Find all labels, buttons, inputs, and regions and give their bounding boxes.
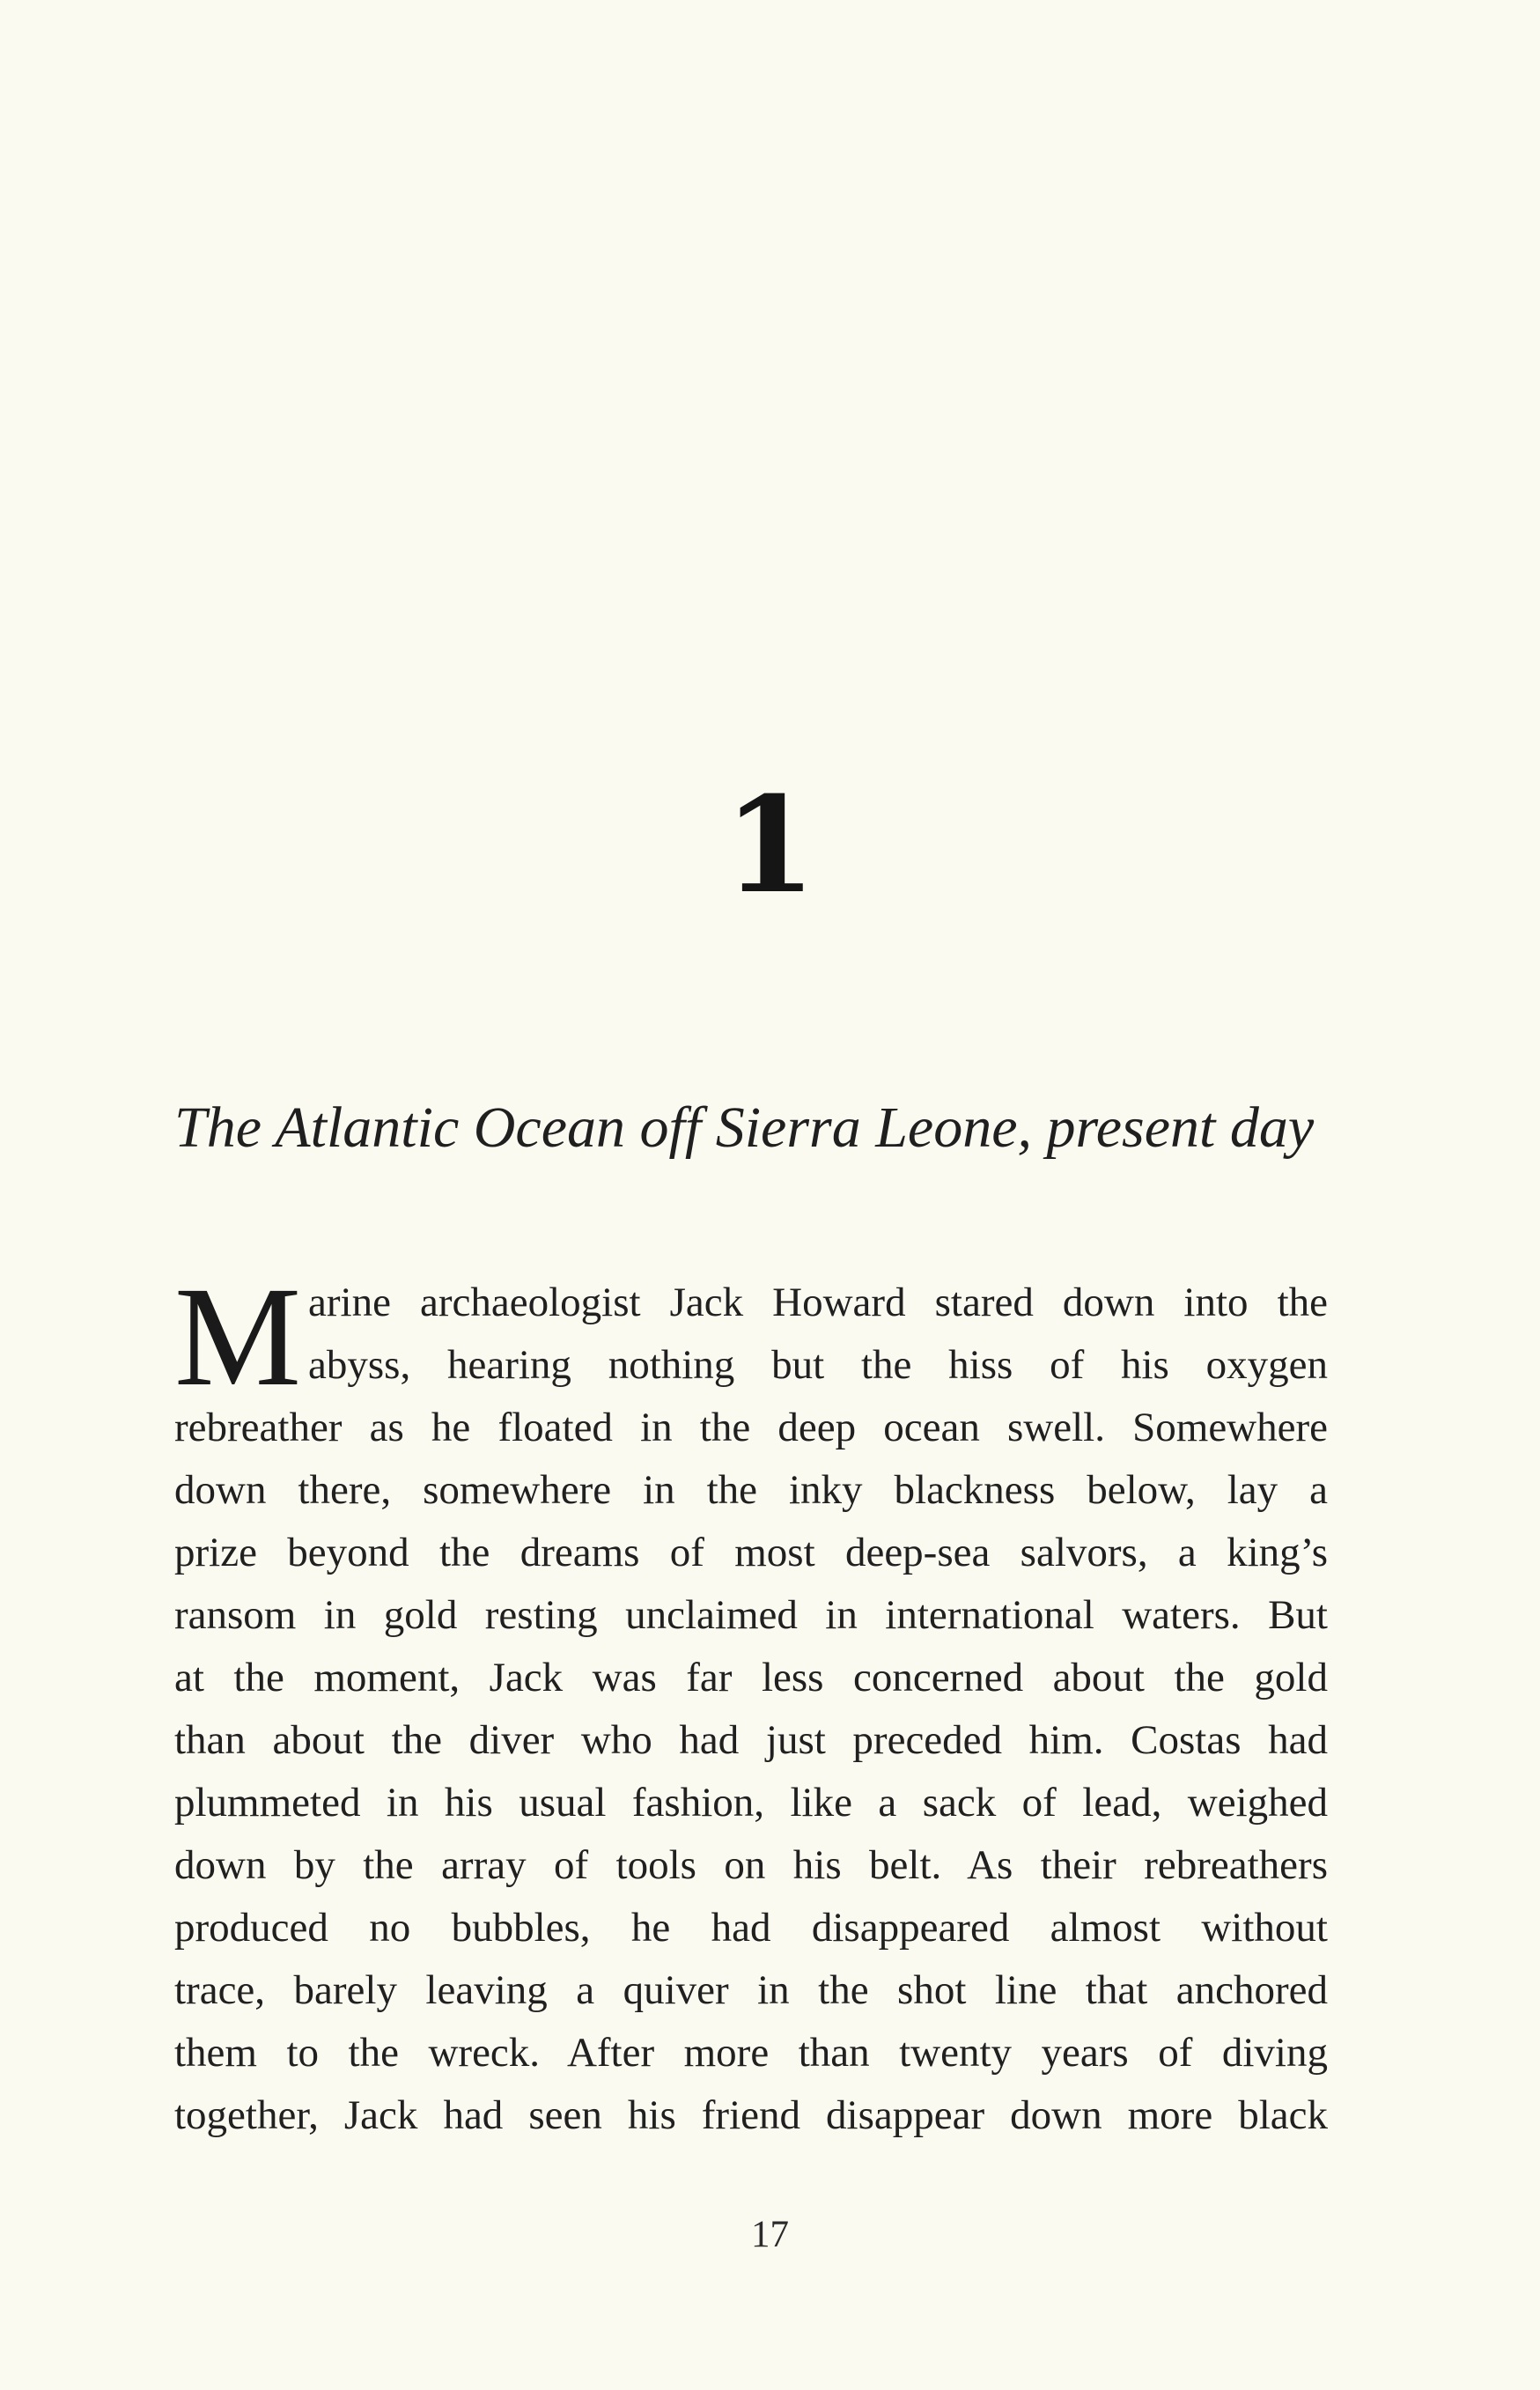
text-line: at the moment, Jack was far less concerned about the gold <box>174 1655 1328 1700</box>
body-paragraph <box>174 1272 1328 2147</box>
chapter-location-heading: The Atlantic Ocean off Sierra Leone, present day <box>174 1095 1315 1160</box>
text-line: together, Jack had seen his friend disappear down more black <box>174 2092 1328 2138</box>
text-line: than about the diver who had just preceded him. Costas had <box>174 1717 1328 1763</box>
text-line: ransom in gold resting unclaimed in international waters. But <box>174 1592 1328 1638</box>
text-line: trace, barely leaving a quiver in the shot line that anchored <box>174 1967 1328 2013</box>
text-line: rebreather as he floated in the deep ocean swell. Somewhere <box>174 1405 1328 1450</box>
page-number: 17 <box>751 2214 789 2255</box>
text-line: down by the array of tools on his belt. As their rebreathers <box>174 1842 1328 1888</box>
chapter-number: 1 <box>724 768 816 923</box>
text-line: produced no bubbles, he had disappeared almost without <box>174 1905 1328 1951</box>
drop-cap: M <box>174 1258 302 1416</box>
text-line: them to the wreck. After more than twenty years of diving <box>174 2030 1328 2076</box>
text-line: plummeted in his usual fashion, like a sack of lead, weighed <box>174 1780 1328 1826</box>
text-line: arine archaeologist Jack Howard stared down into the <box>308 1280 1328 1325</box>
text-line: abyss, hearing nothing but the hiss of his oxygen <box>308 1342 1328 1388</box>
text-line: prize beyond the dreams of most deep-sea salvors, a king’s <box>174 1530 1328 1575</box>
text-line: down there, somewhere in the inky blackness below, lay a <box>174 1467 1328 1513</box>
